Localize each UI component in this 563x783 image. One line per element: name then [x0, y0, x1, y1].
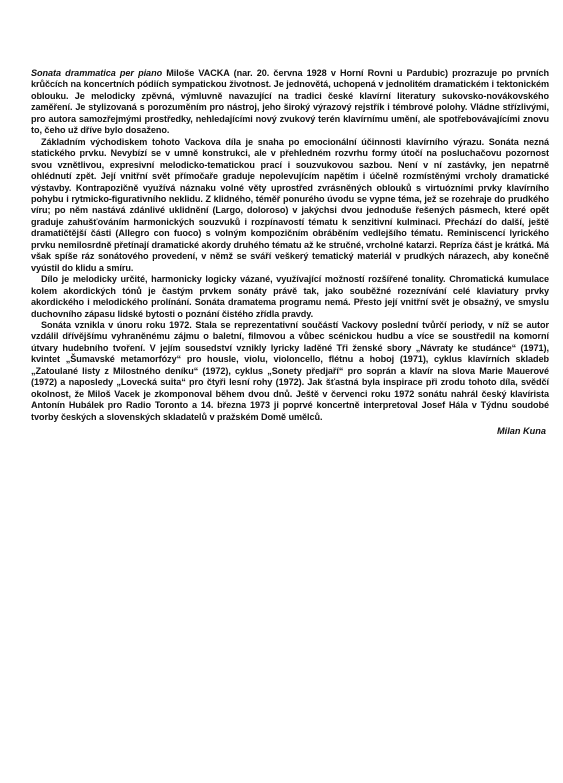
paragraph-character: Základním východiskem tohoto Vackova díla je snaha po emocionální účinnosti klavírního výrazu. Sonáta nezná statického prvku. Nevybízí se v umně konstrukci, ale v přehledném rozvrhu formy útočí na posluchačovu pozornost svou vznětlivou, expresivní melodicko-tematickou prací i souzvukovou sazbou. Není v ní zastávky, jen nepatrně ohlédnutí zpět. Její vnitřní svět přímočaře graduje nepolevujícím napětím i účelně rozmístěnými vrcholy dramatické výstavby. Kontrapozičně využívá náznaku volné věty uprostřed zvrásněných oblouků s virtuózními prvky klavírního pohybu i rytmicko-figurativního neklidu. Z klidného, téměř ponurého úvodu se vypne téma, jež se rozehraje do prudkého víru; po něm nastává zdánlivé uklidnění (Largo, doloroso) v jakýchsi dvou jednoduše řešených pásmech, které opět graduje zahušťováním harmonických souzvuků i rozpínavostí tématu k senzitivní kulminaci. Přechází do další, ještě dramatičtější části (Allegro con fuoco) s volným kompozičním obráběním vedlejšího tématu. Reminiscencí lyrického prvku nemilosrdně přetínají dramatické akordy druhého tématu až ke stručné, vrcholné katarzi. Repríza část je krátká. Má však spíše ráz sonátového provedení, v němž se sváří veškerý tematický materiál v prudkých nárazech, aby konečně vyústil do klidu a smíru.: [31, 136, 549, 273]
author-signature: Milan Kuna: [496, 426, 546, 437]
paragraph-origin: Sonáta vznikla v únoru roku 1972. Stala se reprezentativní součástí Vackovy poslední tvůrčí periody, v níž se autor vzdálil dřívějšímu vyhraněnému zájmu o baletní, filmovou a vůbec scénickou hudbu a více se soustředil na komorní útvary hudebního tvoření. V jejím sousedství vznikly lyricky laděné Tři ženské sbory „Návraty ke studánce“ (1971), kvintet „Šumavské metamorfózy“ pro housle, violu, violoncello, flétnu a hoboj (1971), cyklus klavírních skladeb „Zatoulané listy z Milostného deníku“ (1972), cyklus „Sonety předjaří“ pro soprán a klavír na slova Marie Mauerové (1972) a naposledy „Lovecká suita“ pro čtyři lesní rohy (1972). Jak šťastná byla inspirace při zrodu tohoto díla, svědčí okolnost, že Miloš Vacek je zkomponoval během dvou dnů. Ještě v červenci roku 1972 sonátu nahrál český klavírista Antonín Hubálek pro Radio Toronto a 14. března 1973 ji poprvé koncertně interpretoval Josef Hála v Týdnu soudobé tvorby českých a slovenských skladatelů v pražském Domě umělců.: [31, 319, 549, 422]
liner-notes-text: [31, 68, 549, 437]
paragraph-harmony: Dílo je melodicky určité, harmonicky logicky vázané, využívající možností rozšířené tonality. Chromatická kumulace kolem akordických tónů je častým prvkem sonáty právě tak, jako souběžné rozeznívání celé klaviatury prvky akordického i melodického prolínání. Sonáta dramatema programu nemá. Přesto její vnitřní svět je obsažný, ve smyslu duchovního zápasu lidské bytosti o poznání čistého zřídla pravdy.: [31, 274, 549, 319]
paragraph-intro-text: Miloše VACKA (nar. 20. června 1928 v Horní Rovni u Pardubic) prozrazuje po prvních krůčcích na koncertních pódiích sympatickou životnost. Je jednovětá, uchopená v jednolitém dramatickém i tektonickém oblouku. Je melodicky zpěvná, výmluvně navazující na tradici české klavírní literatury sukovsko-novákovského zaměření. Je stylizovaná s porozuměním pro nástroj, jeho široký výrazový rejstřík i témbrové polohy. Vládne střízlivými, pro autora samozřejmými prostředky, nehledajícími nový zvukový terén klavírnímu umění, ale spotřebovávajícími znovu to, čeho už dříve bylo dosaženo.: [31, 68, 549, 136]
sonata-title: Sonata drammatica per piano: [31, 68, 163, 78]
paragraph-intro: [31, 68, 549, 137]
